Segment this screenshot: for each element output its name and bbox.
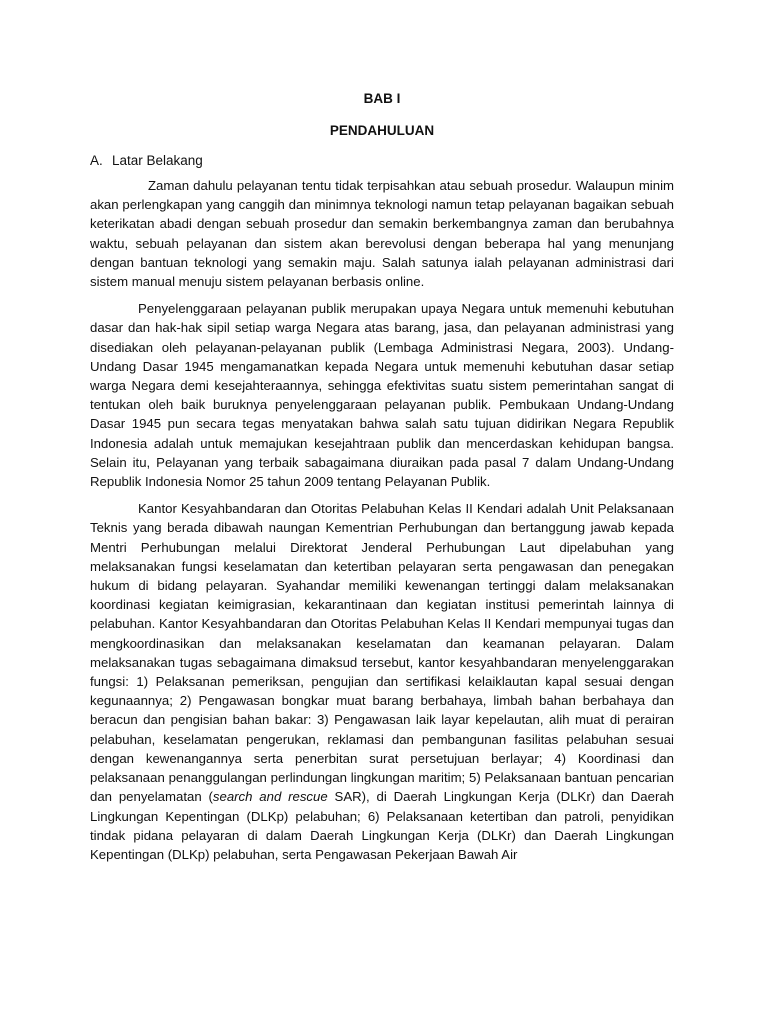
chapter-number: BAB I: [363, 91, 401, 106]
paragraph-3-italic: search and rescue: [212, 789, 328, 805]
paragraph-1: Zaman dahulu pelayanan tentu tidak terpisahkan atau sebuah prosedur. Walaupun minim akan perlengkapan yang canggih dan minimnya teknologi namun tetap pelayanan bagaikan sebuah keterikatan abadi dengan sebuah prosedur dan semakin berkembangnya zaman dan berubahnya waktu, sebuah pelayanan dan sistem akan berevolusi dengan beberapa hal yang menunjang dengan bantuan teknologi yang semakin maju. Salah satunya ialah pelayanan administrasi dari sistem manual menuju sistem pelayanan berbasis online.: [90, 178, 674, 290]
section-title: Latar Belakang: [112, 153, 203, 168]
paragraph-2: Penyelenggaraan pelayanan publik merupakan upaya Negara untuk memenuhi kebutuhan dasar dan hak-hak sipil setiap warga Negara atas barang, jasa, dan pelayanan administrasi yang disediakan oleh pelayanan-pelayanan publik (Lembaga Administrasi Negara, 2003). Undang-Undang Dasar 1945 mengamanatkan kepada Negara untuk memenuhi kebutuhan dasar setiap warga Negara demi kesejahteraannya, sehingga efektivitas suatu sistem pemerintahan sangat di tentukan oleh baik buruknya penyelenggaraan pelayanan publik. Pembukaan Undang-Undang Dasar 1945 pun secara tegas menyatakan bahwa salah satu tujuan didirikan Negara Republik Indonesia adalah untuk memajukan kesejahtraan publik dan mencerdaskan kehidupan bangsa. Selain itu, Pelayanan yang terbaik sabagaimana diuraikan pada pasal 7 dalam Undang-Undang Republik Indonesia Nomor 25 tahun 2009 tentang Pelayanan Publik.: [90, 301, 674, 490]
paragraph-3-text-b: SAR), di Daerah Lingkungan Kerja (DLKr) dan Daerah Lingkungan Kepentingan (DLKp) pelabuhan; 6) Pelaksanaan ketertiban dan patroli, penyidikan tindak pidana pelayaran di dalam Daerah Lingkungan Kerja (DLKr) dan Daerah Lingkungan Kepentingan (DLKp) pelabuhan, serta Pengawasan Pekerjaan Bawah Air: [90, 789, 674, 862]
paragraph-3-text-a: Kantor Kesyahbandaran dan Otoritas Pelabuhan Kelas II Kendari adalah Unit Pelaksanaan Teknis yang berada dibawah naungan Kementrian Perhubungan dan bertanggung jawab kepada Mentri Perhubungan melalui Direktorat Jenderal Perhubungan Laut dipelabuhan yang melaksanakan fungsi keselamatan dan ketertiban pelayaran serta pengawasan dan penegakan hukum di bidang pelayaran. Syahandar memiliki kewenangan tertinggi dalam melaksanakan koordinasi kegiatan keimigrasian, kekarantinaan dan kegiatan institusi pemerintah lainnya di pelabuhan. Kantor Kesyahbandaran dan Otoritas Pelabuhan Kelas II Kendari mempunyai tugas dan mengkoordinasikan dan melaksanakan keselamatan dan keamanan pelayaran. Dalam melaksanakan tugas sebagaimana dimaksud tersebut, kantor kesyahbandaran menyelenggarakan fungsi: 1) Pelaksanan pemeriksan, pengujian dan sertifikasi kelaiklautan kapal sesuai dengan kegunaannya; 2) Pengawasan bongkar muat barang berbahaya, limbah bahan berbahaya dan beracun dan pengisian bahan bakar: 3) Pengawasan laik layar kepelautan, alih muat di perairan pelabuhan, keselamatan pengerukan, reklamasi dan pembangunan fasilitas pelabuhan sesuai dengan kewenangannya serta penerbitan surat persetujuan berlayar; 4) Koordinasi dan pelaksanaan penanggulangan perlindungan lingkungan maritim; 5) Pelaksanaan bantuan pencarian dan penyelamatan (: [90, 501, 674, 805]
section-letter: A.: [90, 153, 103, 168]
chapter-title: PENDAHULUAN: [329, 123, 435, 138]
paragraph-3: [90, 499, 674, 864]
section-heading: [90, 152, 674, 170]
